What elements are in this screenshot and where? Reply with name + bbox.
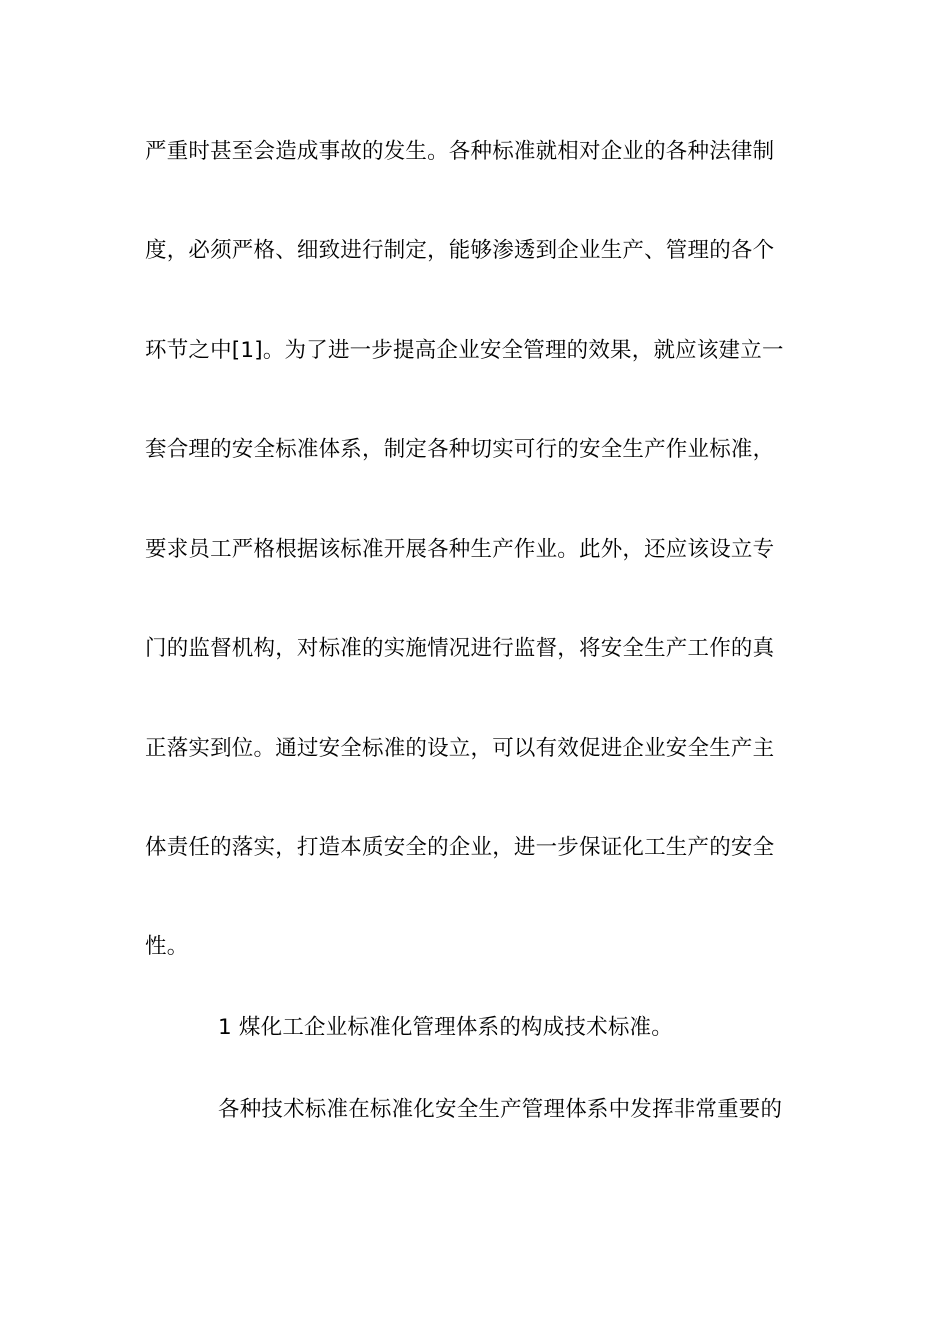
- body-text-line: 门的监督机构，对标准的实施情况进行监督，将安全生产工作的真: [145, 636, 775, 661]
- body-text-line: 性。: [145, 934, 189, 959]
- body-text-line: 环节之中[1]。为了进一步提高企业安全管理的效果，就应该建立一: [145, 338, 784, 363]
- section-heading: 1 煤化工企业标准化管理体系的构成技术标准。: [218, 1015, 673, 1040]
- body-text-line: 要求员工严格根据该标准开展各种生产作业。此外，还应该设立专: [145, 537, 775, 562]
- body-text-line: 正落实到位。通过安全标准的设立，可以有效促进企业安全生产主: [145, 736, 775, 761]
- body-text-line: 各种技术标准在标准化安全生产管理体系中发挥非常重要的: [218, 1097, 783, 1122]
- body-text-line: 度，必须严格、细致进行制定，能够渗透到企业生产、管理的各个: [145, 238, 775, 263]
- body-text-line: 套合理的安全标准体系，制定各种切实可行的安全生产作业标准，: [145, 437, 775, 462]
- body-text-line: 严重时甚至会造成事故的发生。各种标准就相对企业的各种法律制: [145, 139, 775, 164]
- body-text-line: 体责任的落实，打造本质安全的企业，进一步保证化工生产的安全: [145, 835, 775, 860]
